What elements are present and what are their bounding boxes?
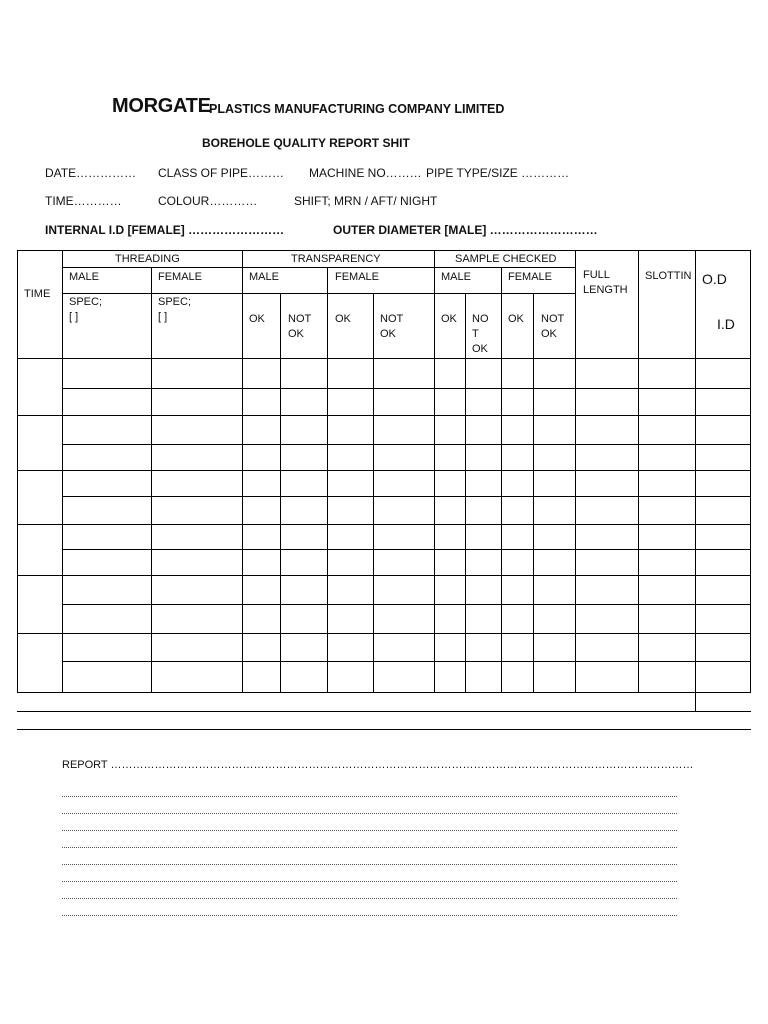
class-of-pipe-field: CLASS OF PIPE………: [158, 166, 285, 180]
time-column-header: TIME: [24, 288, 51, 300]
sample-female-not-ok: [541, 312, 564, 342]
not-ok-line1: NOT: [380, 313, 404, 325]
report-line: [62, 813, 677, 814]
sample-male-ok: OK: [441, 313, 457, 325]
company-brand: MORGATE: [112, 95, 211, 117]
sample-male-header: MALE: [441, 271, 471, 283]
machine-no-field: MACHINE NO………: [309, 166, 422, 180]
threading-female-header: FEMALE: [158, 271, 203, 283]
threading-female-spec-value: [ ]: [158, 311, 168, 323]
transparency-male-header: MALE: [249, 271, 279, 283]
id-header: I.D: [717, 316, 735, 332]
sample-female-ok: OK: [508, 313, 524, 325]
report-line: [62, 830, 677, 831]
report-line: [62, 881, 677, 882]
transparency-male-not-ok: [288, 312, 311, 342]
full-length-header: [583, 268, 628, 298]
transparency-female-header: FEMALE: [335, 271, 380, 283]
sample-female-header: FEMALE: [508, 271, 553, 283]
report-line: [62, 864, 677, 865]
company-name: PLASTICS MANUFACTURING COMPANY LIMITED: [209, 102, 505, 116]
not-ok-line2: OK: [288, 328, 304, 340]
not-ok-line1: NO: [472, 313, 489, 325]
threading-male-spec: [69, 295, 102, 325]
report-line: [62, 915, 677, 916]
not-ok-line3: OK: [472, 343, 488, 355]
colour-field: COLOUR…………: [158, 194, 258, 208]
time-field: TIME…………: [45, 194, 122, 208]
threading-female-spec-label: SPEC;: [158, 296, 192, 308]
threading-female-spec: [158, 295, 191, 325]
sample-male-not-ok: [472, 312, 489, 357]
transparency-male-ok: OK: [249, 313, 265, 325]
threading-male-spec-label: SPEC;: [69, 296, 103, 308]
threading-male-header: MALE: [69, 271, 99, 283]
date-field: DATE……………: [45, 166, 137, 180]
not-ok-line1: NOT: [288, 313, 312, 325]
report-label: REPORT ……………………………………………………………………………………………………………………………………………: [62, 759, 694, 771]
not-ok-line2: OK: [380, 328, 396, 340]
internal-id-field: INTERNAL I.D [FEMALE] ……………………: [45, 223, 285, 237]
slottin-header: SLOTTIN: [645, 270, 692, 282]
threading-header: THREADING: [115, 253, 180, 265]
report-title: BOREHOLE QUALITY REPORT SHIT: [202, 136, 410, 150]
transparency-header: TRANSPARENCY: [291, 253, 381, 265]
not-ok-line1: NOT: [541, 313, 565, 325]
not-ok-line2: T: [472, 328, 479, 340]
report-line: [62, 847, 677, 848]
outer-diameter-field: OUTER DIAMETER [MALE] ………………………: [333, 223, 598, 237]
full-length-header-line1: FULL: [583, 269, 610, 281]
threading-male-spec-value: [ ]: [69, 311, 79, 323]
shift-field: SHIFT; MRN / AFT/ NIGHT: [294, 194, 438, 208]
report-line: [62, 796, 677, 797]
sample-checked-header: SAMPLE CHECKED: [455, 253, 557, 265]
pipe-type-size-field: PIPE TYPE/SIZE …………: [426, 166, 570, 180]
report-line: [62, 898, 677, 899]
full-length-header-line2: LENGTH: [583, 284, 628, 296]
transparency-female-not-ok: [380, 312, 403, 342]
od-header: O.D: [702, 271, 727, 287]
not-ok-line2: OK: [541, 328, 557, 340]
transparency-female-ok: OK: [335, 313, 351, 325]
